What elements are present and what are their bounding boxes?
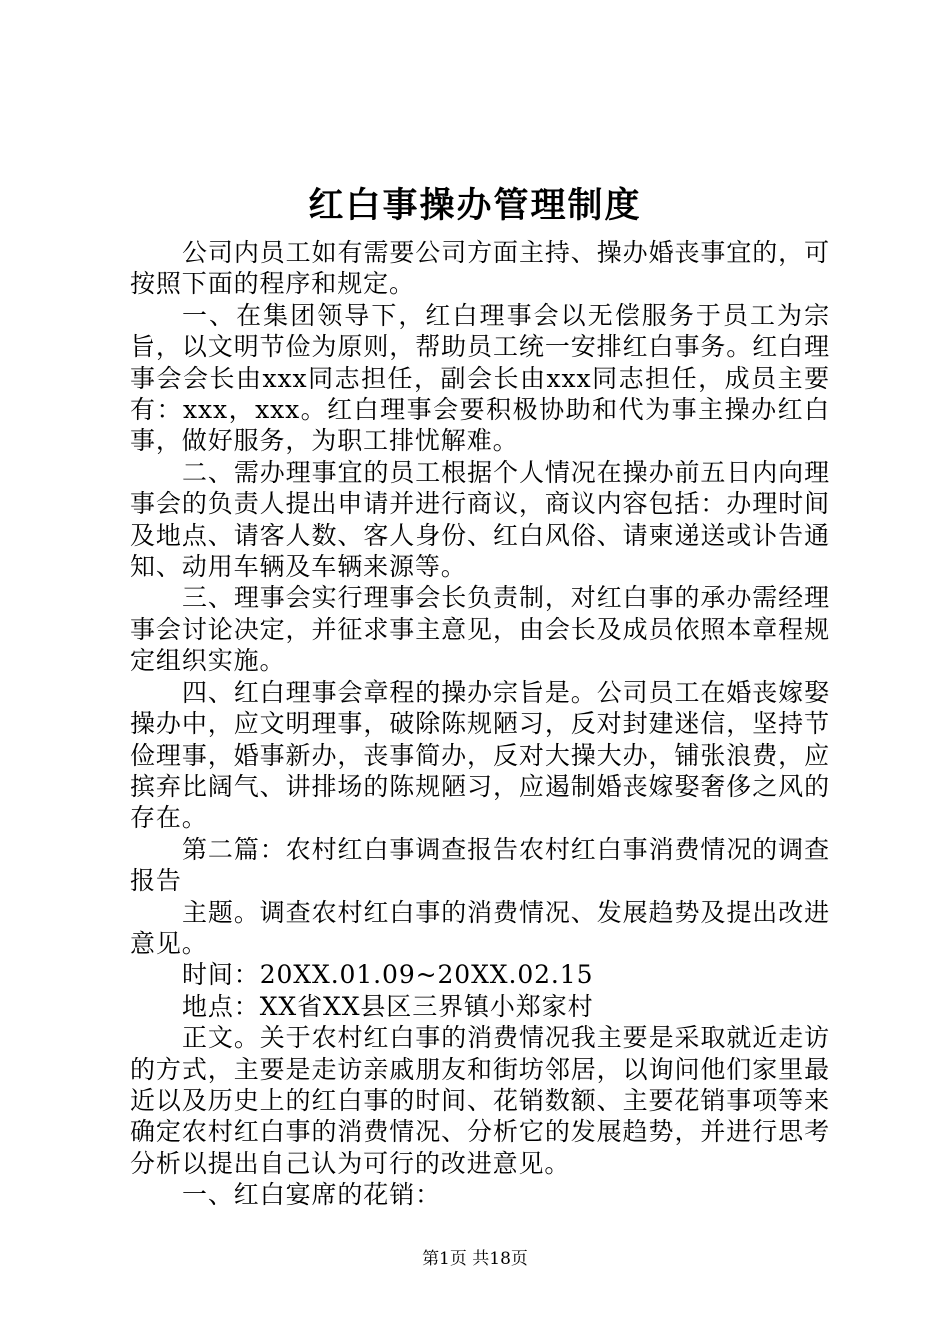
paragraph-part-two-heading: 第二篇：农村红白事调查报告农村红白事消费情况的调查报告 [130,834,830,896]
paragraph-section-4: 四、红白理事会章程的操办宗旨是。公司员工在婚丧嫁娶操办中，应文明理事，破除陈规陋习，反对封建迷信，坚持节俭理事，婚事新办，丧事简办，反对大操大办，铺张浪费，应摈弃比阔气、讲排场的陈规陋习，应遏制婚丧嫁娶奢侈之风的存在。 [130,677,830,833]
paragraph-section-2: 二、需办理事宜的员工根据个人情况在操办前五日内向理事会的负责人提出申请并进行商议，商议内容包括：办理时间及地点、请客人数、客人身份、红白风俗、请柬递送或讣告通知、动用车辆及车辆来源等。 [130,457,830,582]
paragraph-location: 地点：XX省XX县区三界镇小郑家村 [182,991,594,1021]
paragraph-section-1: 一、在集团领导下，红白理事会以无偿服务于员工为宗旨，以文明节俭为原则，帮助员工统一安排红白事务。红白理事会会长由xxx同志担任，副会长由xxx同志担任，成员主要有：xxx，xxx。红白理事会要积极协助和代为事主操办红白事，做好服务，为职工排忧解难。 [130,300,830,456]
paragraph-time: 时间：20XX.01.09~20XX.02.15 [182,960,594,990]
paragraph-subject: 主题。调查农村红白事的消费情况、发展趋势及提出改进意见。 [130,897,830,958]
paragraph-main-text: 正文。关于农村红白事的消费情况我主要是采取就近走访的方式，主要是走访亲戚朋友和街坊邻居，以询问他们家里最近以及历史上的红白事的时间、花销数额、主要花销事项等来确定农村红白事的消费情况、分析它的发展趋势，并进行思考分析以提出自己认为可行的改进意见。 [130,1023,830,1178]
document-body [130,237,830,1211]
document-title: 红白事操办管理制度 [308,186,642,226]
paragraph-banquet-cost: 一、红白宴席的花销： [182,1180,442,1210]
paragraph-section-3: 三、理事会实行理事会长负责制，对红白事的承办需经理事会讨论决定，并征求事主意见，由会长及成员依照本章程规定组织实施。 [130,583,830,676]
paragraph-intro: 公司内员工如有需要公司方面主持、操办婚丧事宜的，可按照下面的程序和规定。 [130,238,830,299]
page-number-footer: 第1页 共18页 [422,1249,528,1269]
